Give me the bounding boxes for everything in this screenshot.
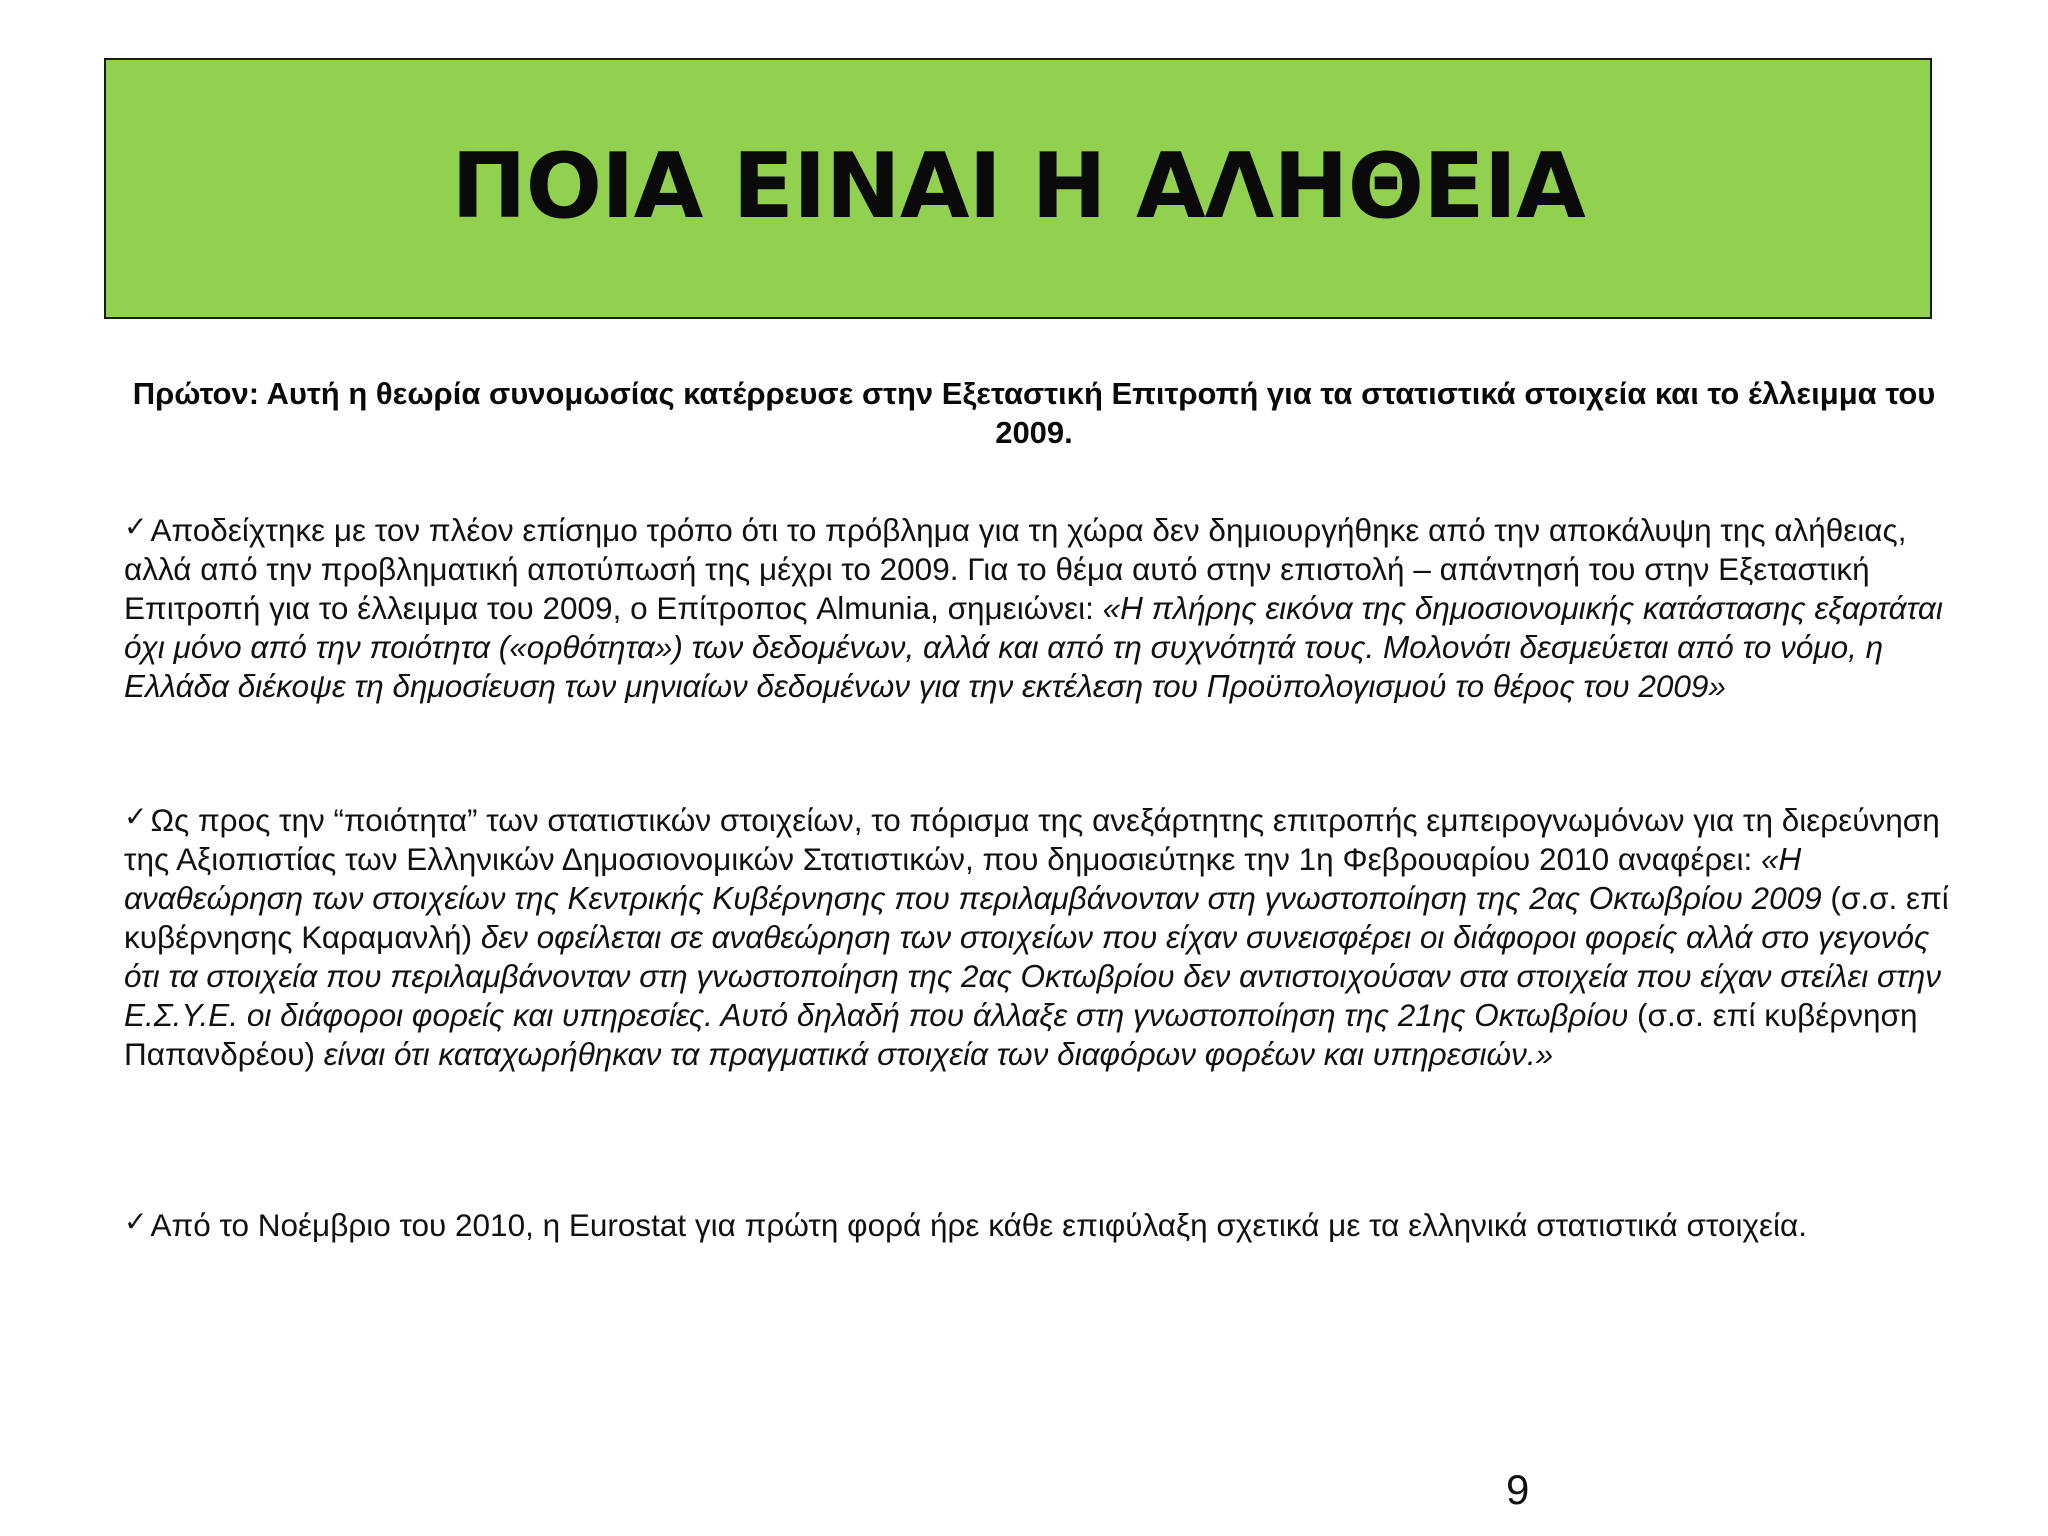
bullet-2-text-3: (σ.σ. επί κυβέρνηση Παπανδρέου) [124, 997, 1918, 1072]
bullet-2-text-1: Ως προς την “ποιότητα” των στατιστικών στοιχείων, το πόρισμα της ανεξάρτητης επιτροπής εμπειρογνωμόνων για τη διερεύνηση της Αξιοπιστίας των Ελληνικών Δημοσιονομικών Στατιστικών, που δημοσιεύτηκε την 1η Φεβρουαρίου 2010 αναφέρει: [124, 802, 1940, 877]
checkmark-icon: ✓ [124, 1205, 148, 1238]
bullet-2-quote-3: είναι ότι καταχωρήθηκαν τα πραγματικά στοιχεία των διαφόρων φορέων και υπηρεσιών.» [323, 1036, 1554, 1072]
bullet-2-text-2: (σ.σ. επί κυβέρνησης Καραμανλή) [124, 880, 1949, 955]
checkmark-icon: ✓ [124, 800, 148, 833]
bullet-paragraph-1 [124, 507, 1954, 706]
bullet-1-quote-1: «Η πλήρης εικόνα της δημοσιονομικής κατάστασης εξαρτάται όχι μόνο από την ποιότητα («ορθότητα») των δεδομένων, αλλά και από τη συχνότητά τους. Μολονότι δεσμεύεται από το νόμο, η Ελλάδα διέκοψε τη δημοσίευση των μηνιαίων δεδομένων για την εκτέλεση του Προϋπολογισμού το θέρος του 2009» [124, 590, 1943, 704]
page-number: 9 [1506, 1466, 1530, 1513]
bullet-1-text-1: Αποδείχτηκε με τον πλέον επίσημο τρόπο ότι το πρόβλημα για τη χώρα δεν δημιουργήθηκε από την αποκάλυψη της αλήθειας, αλλά από την προβληματική αποτύπωσή της μέχρι το 2009. Για το θέμα αυτό στην επιστολή – απάντησή του στην Εξεταστική Επιτροπή για το έλλειμμα του 2009, ο Επίτροπος Almunia, σημειώνει: [124, 512, 1907, 626]
checkmark-icon: ✓ [124, 510, 148, 543]
bullet-paragraph-2 [124, 797, 1954, 1074]
slide-title: ΠΟΙΑ ΕΙΝΑΙ Η ΑΛΗΘΕΙΑ [451, 134, 1585, 239]
bullet-2-quote-2: δεν οφείλεται σε αναθεώρηση των στοιχείων που είχαν συνεισφέρει οι διάφοροι φορείς αλλά στο γεγονός ότι τα στοιχεία που περιλαμβάνονταν στη γνωστοποίηση της 2ας Οκτωβρίου δεν αντιστοιχούσαν στα στοιχεία που είχαν στείλει στην Ε.Σ.Υ.Ε. οι διάφοροι φορείς και υπηρεσίες. Αυτό δηλαδή που άλλαξε στη γνωστοποίηση της 21ης Οκτωβρίου [124, 919, 1942, 1033]
intro-statement: Πρώτον: Αυτή η θεωρία συνομωσίας κατέρρευσε στην Εξεταστική Επιτροπή για τα στατιστικά στοιχεία και το έλλειμμα του 2009. [132, 376, 1936, 450]
bullet-paragraph-3 [124, 1202, 1954, 1245]
title-banner [104, 58, 1932, 319]
bullet-3-text-1: Από το Νοέμβριο του 2010, η Eurostat για πρώτη φορά ήρε κάθε επιφύλαξη σχετικά με τα ελληνικά στατιστικά στοιχεία. [150, 1207, 1808, 1243]
bullet-2-quote-1: «Η αναθεώρηση των στοιχείων της Κεντρικής Κυβέρνησης που περιλαμβάνονταν στη γνωστοποίηση της 2ας Οκτωβρίου 2009 [124, 841, 1822, 916]
